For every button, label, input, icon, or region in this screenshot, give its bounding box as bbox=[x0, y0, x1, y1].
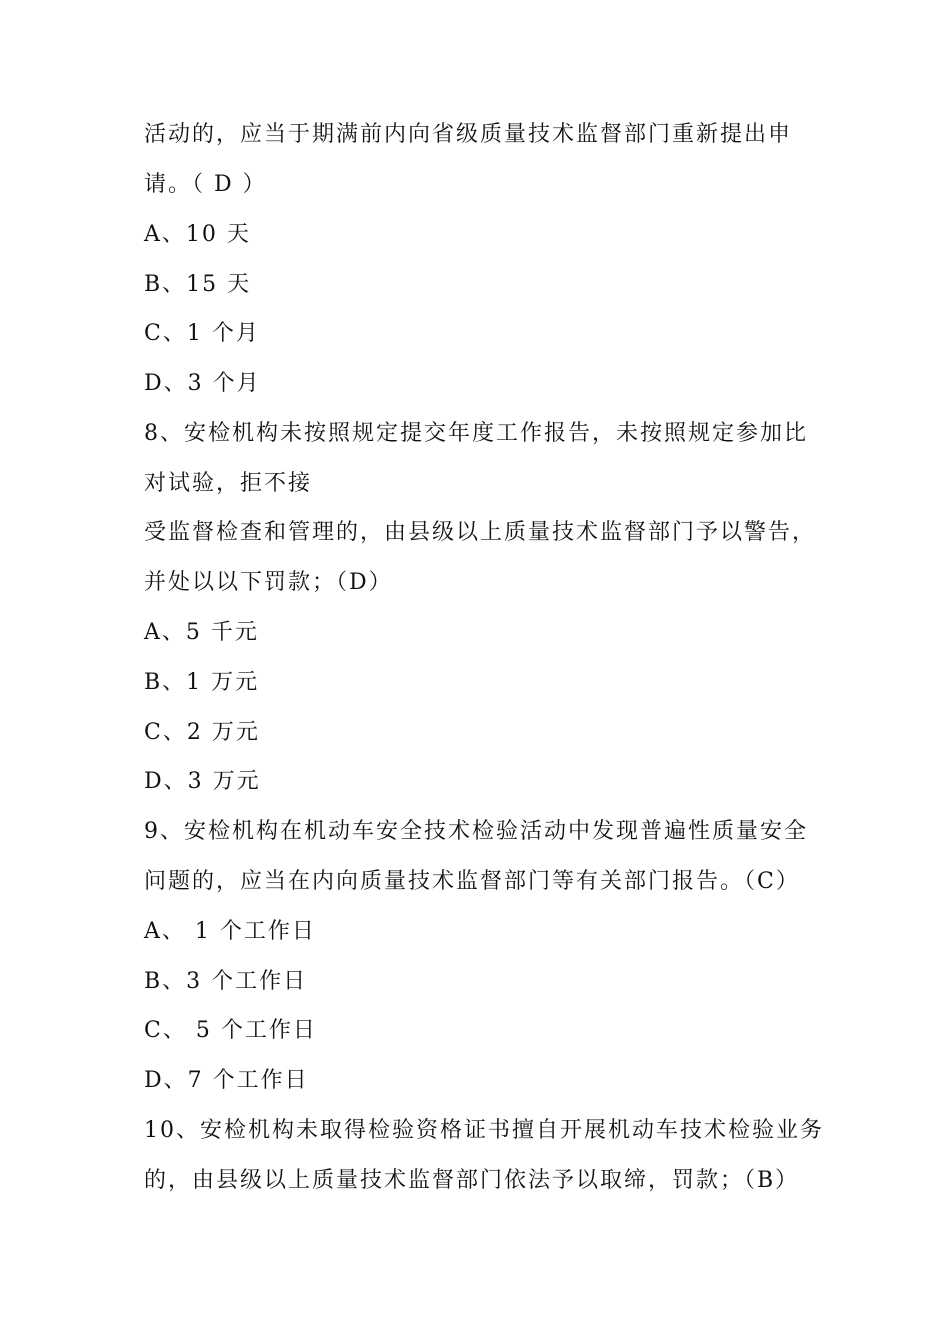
option-q9-c: C、 5 个工作日 bbox=[144, 1018, 317, 1043]
option-q7-d: D、3 个月 bbox=[144, 371, 261, 396]
text-line-q7-cont: 活动的，应当于期满前内向省级质量技术监督部门重新提出申 bbox=[144, 122, 793, 147]
option-q8-b: B、1 万元 bbox=[144, 670, 260, 695]
option-q7-a: A、10 天 bbox=[144, 222, 251, 247]
option-q9-a: A、 1 个工作日 bbox=[144, 919, 316, 944]
question-9-line-2: 问题的，应当在内向质量技术监督部门等有关部门报告。（C） bbox=[144, 869, 800, 894]
text-line-q7-answer: 请。（ D ） bbox=[144, 172, 267, 197]
option-q7-b: B、15 天 bbox=[144, 272, 252, 297]
question-10-line-1: 10、安检机构未取得检验资格证书擅自开展机动车技术检验业务 bbox=[144, 1118, 824, 1143]
question-9-line-1: 9、安检机构在机动车安全技术检验活动中发现普遍性质量安全 bbox=[144, 819, 808, 844]
question-8-line-4: 并处以以下罚款；（D） bbox=[144, 570, 393, 595]
option-q9-d: D、7 个工作日 bbox=[144, 1068, 309, 1093]
question-8-line-3: 受监督检查和管理的，由县级以上质量技术监督部门予以警告， bbox=[144, 520, 817, 545]
option-q8-d: D、3 万元 bbox=[144, 769, 261, 794]
option-q7-c: C、1 个月 bbox=[144, 321, 260, 346]
option-q8-c: C、2 万元 bbox=[144, 720, 260, 745]
question-8-line-2: 对试验，拒不接 bbox=[144, 471, 313, 496]
question-10-line-2: 的，由县级以上质量技术监督部门依法予以取缔，罚款；（B） bbox=[144, 1168, 800, 1193]
question-8-line-1: 8、安检机构未按照规定提交年度工作报告，未按照规定参加比 bbox=[144, 421, 808, 446]
option-q9-b: B、3 个工作日 bbox=[144, 969, 308, 994]
option-q8-a: A、5 千元 bbox=[144, 620, 259, 645]
